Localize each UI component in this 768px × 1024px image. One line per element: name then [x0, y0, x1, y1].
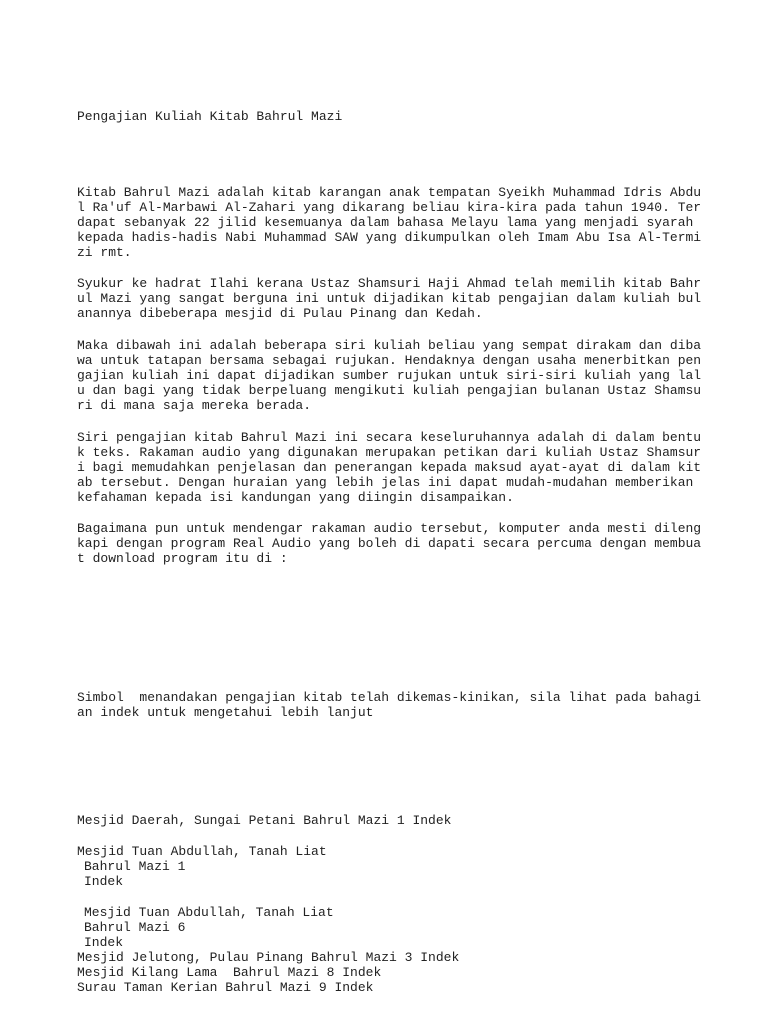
- paragraph-3-line-1: Maka dibawah ini adalah beberapa siri kuliah beliau yang sempat dirakam dan diba: [77, 338, 702, 353]
- paragraph-1-line-1: Kitab Bahrul Mazi adalah kitab karangan anak tempatan Syeikh Muhammad Idris Abdu: [77, 185, 702, 200]
- paragraph-1-line-3: dapat sebanyak 22 jilid kesemuanya dalam bahasa Melayu lama yang menjadi syarah: [77, 215, 694, 230]
- index-entry-jelutong: Mesjid Jelutong, Pulau Pinang Bahrul Mazi 3 Indek: [77, 950, 460, 965]
- symbol-note-line-2: an indek untuk mengetahui lebih lanjut: [77, 705, 374, 720]
- index-entry-tanah-liat-6-indek: Indek: [84, 935, 124, 950]
- paragraph-4-line-5: kefahaman kepada isi kandungan yang diingin disampaikan.: [77, 490, 514, 505]
- index-entry-tanah-liat-1-kitab: Bahrul Mazi 1: [84, 859, 186, 874]
- symbol-note-line-1: Simbol menandakan pengajian kitab telah dikemas-kinikan, sila lihat pada bahagi: [77, 690, 702, 705]
- paragraph-2-line-3: anannya dibeberapa mesjid di Pulau Pinang dan Kedah.: [77, 306, 483, 321]
- paragraph-5-line-3: t download program itu di :: [77, 551, 288, 566]
- paragraph-3-line-2: wa untuk tatapan bersama sebagai rujukan. Hendaknya dengan usaha menerbitkan pen: [77, 353, 702, 368]
- paragraph-4-line-3: i bagi memudahkan penjelasan dan penerangan kepada maksud ayat-ayat di dalam kit: [77, 460, 702, 475]
- paragraph-1-line-4: kepada hadis-hadis Nabi Muhammad SAW yang dikumpulkan oleh Imam Abu Isa Al-Termi: [77, 230, 702, 245]
- paragraph-3-line-4: u dan bagi yang tidak berpeluang mengikuti kuliah pengajian bulanan Ustaz Shamsu: [77, 383, 702, 398]
- index-entry-tanah-liat-1: Mesjid Tuan Abdullah, Tanah Liat: [77, 844, 327, 859]
- paragraph-5-line-2: kapi dengan program Real Audio yang boleh di dapati secara percuma dengan membua: [77, 536, 702, 551]
- index-entry-taman-kerian: Surau Taman Kerian Bahrul Mazi 9 Indek: [77, 980, 374, 995]
- paragraph-3-line-5: ri di mana saja mereka berada.: [77, 398, 312, 413]
- index-entry-sungai-petani: Mesjid Daerah, Sungai Petani Bahrul Mazi 1 Indek: [77, 813, 452, 828]
- page-title: Pengajian Kuliah Kitab Bahrul Mazi: [77, 109, 343, 124]
- paragraph-1-line-2: l Ra'uf Al-Marbawi Al-Zahari yang dikarang beliau kira-kira pada tahun 1940. Ter: [77, 200, 702, 215]
- paragraph-4-line-4: ab tersebut. Dengan huraian yang lebih jelas ini dapat mudah-mudahan memberikan: [77, 475, 694, 490]
- paragraph-3-line-3: gajian kuliah ini dapat dijadikan sumber rujukan untuk siri-siri kuliah yang lal: [77, 368, 702, 383]
- paragraph-2-line-1: Syukur ke hadrat Ilahi kerana Ustaz Shamsuri Haji Ahmad telah memilih kitab Bahr: [77, 276, 702, 291]
- paragraph-5-line-1: Bagaimana pun untuk mendengar rakaman audio tersebut, komputer anda mesti dileng: [77, 521, 702, 536]
- index-entry-tanah-liat-6-kitab: Bahrul Mazi 6: [84, 920, 186, 935]
- paragraph-1-line-5: zi rmt.: [77, 245, 132, 260]
- index-entry-tanah-liat-6: Mesjid Tuan Abdullah, Tanah Liat: [84, 905, 334, 920]
- paragraph-4-line-2: k teks. Rakaman audio yang digunakan merupakan petikan dari kuliah Ustaz Shamsur: [77, 445, 702, 460]
- paragraph-4-line-1: Siri pengajian kitab Bahrul Mazi ini secara keseluruhannya adalah di dalam bentu: [77, 430, 702, 445]
- index-entry-tanah-liat-1-indek: Indek: [84, 874, 124, 889]
- paragraph-2-line-2: ul Mazi yang sangat berguna ini untuk dijadikan kitab pengajian dalam kuliah bul: [77, 291, 702, 306]
- index-entry-kilang-lama: Mesjid Kilang Lama Bahrul Mazi 8 Indek: [77, 965, 382, 980]
